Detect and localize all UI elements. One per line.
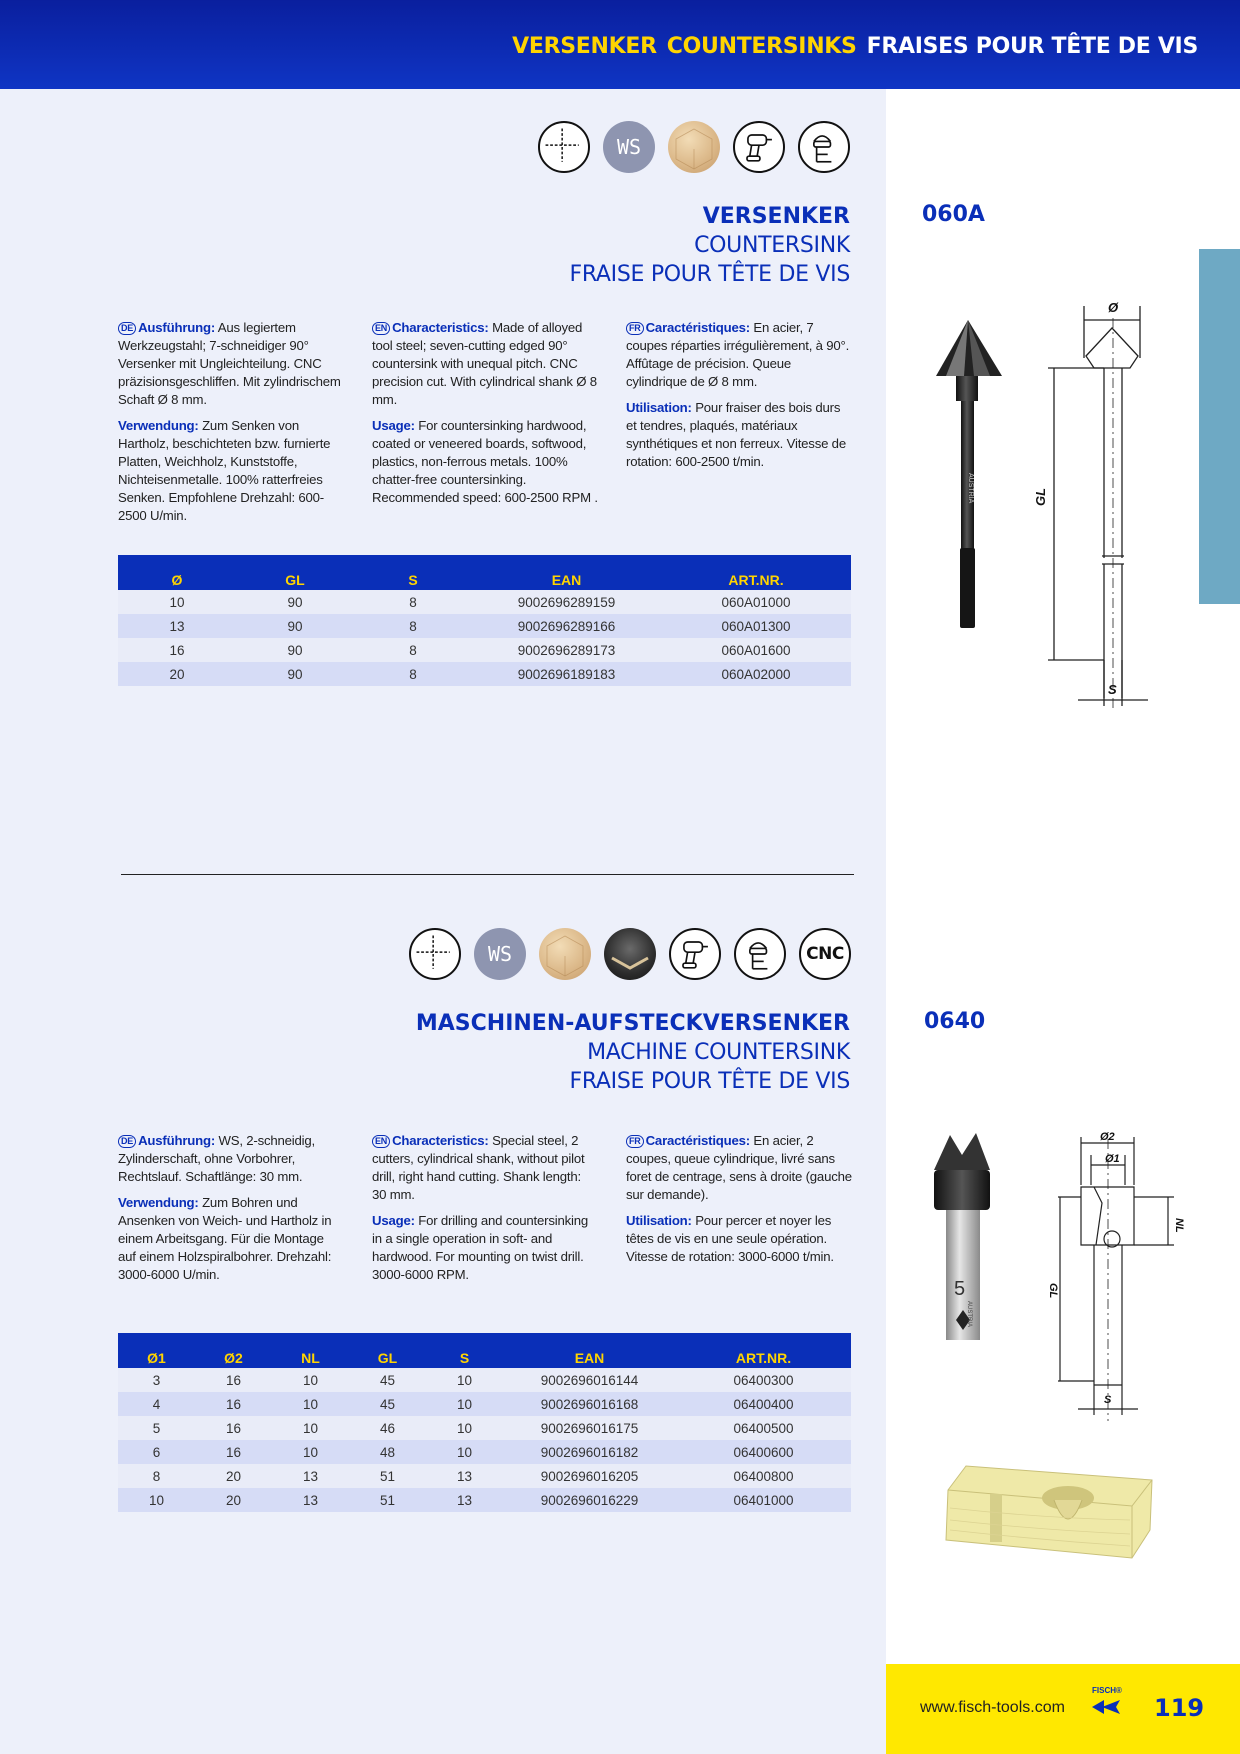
product1-title-fr: FRAISE POUR TÊTE DE VIS: [569, 262, 850, 287]
table-row: [118, 614, 851, 638]
lang-badge-de: DE: [118, 1135, 136, 1148]
table-cell: 06400300: [676, 1368, 851, 1392]
page-header: [0, 0, 1240, 89]
drawing-label-s: S: [1108, 682, 1117, 697]
table-cell: 13: [118, 614, 236, 638]
header-title-de: VERSENKER: [512, 34, 657, 59]
drawing-label-nl: NL: [1173, 1218, 1185, 1233]
product1-tool-drawing: [928, 298, 1168, 718]
table-cell: 20: [195, 1488, 272, 1512]
table-cell: 10: [272, 1368, 349, 1392]
drawing-label-s: S: [1104, 1394, 1112, 1406]
drawing-label-gl: GL: [1047, 1283, 1059, 1299]
product1-text-en: [372, 319, 598, 515]
table-cell: 10: [118, 1488, 195, 1512]
characteristics-label: Caractéristiques:: [645, 320, 750, 335]
product1-title-en: COUNTERSINK: [694, 233, 850, 258]
table-cell: 9002696016175: [503, 1416, 676, 1440]
product2-technical-drawing: [1058, 1137, 1174, 1421]
usage-label: Verwendung:: [118, 418, 199, 433]
table-cell: 06400400: [676, 1392, 851, 1416]
table-cell: 51: [349, 1464, 426, 1488]
col-header: S: [426, 1333, 503, 1368]
table-cell: 060A01600: [661, 638, 851, 662]
footer-url-link[interactable]: www.fisch-tools.com: [920, 1699, 1065, 1716]
drawing-label-gl: GL: [1033, 487, 1048, 506]
characteristics-text: Special steel, 2 cutters, cylindrical shank, without pilot drill, right hand cutting. Shank length: 30 mm.: [372, 1133, 585, 1202]
table-cell: 90: [236, 590, 354, 614]
lang-badge-de: DE: [118, 322, 136, 335]
col-header: EAN: [472, 555, 661, 590]
usage-text: Pour percer et noyer les têtes de vis en une seule opération. Vitesse de rotation: 3000-6000 t/min.: [626, 1213, 834, 1264]
table-cell: 16: [195, 1440, 272, 1464]
usage-label: Utilisation:: [626, 1213, 692, 1228]
header-titles: [512, 34, 1198, 59]
fisch-logo-icon: [1090, 1698, 1126, 1716]
table-row: [118, 638, 851, 662]
table-cell: 9002696016168: [503, 1392, 676, 1416]
section-divider: [121, 874, 854, 875]
table-cell: 10: [272, 1392, 349, 1416]
table-cell: 48: [349, 1440, 426, 1464]
header-title-en: COUNTERSINKS: [666, 34, 857, 59]
table-cell: 9002696016144: [503, 1368, 676, 1392]
col-header: S: [354, 555, 472, 590]
table-row: [118, 1392, 851, 1416]
col-header: NL: [272, 1333, 349, 1368]
table-row: [118, 590, 851, 614]
table-row: [118, 1488, 851, 1512]
table-cell: 46: [349, 1416, 426, 1440]
table-cell: 10: [272, 1416, 349, 1440]
table-cell: 9002696016182: [503, 1440, 676, 1464]
ws-steel-icon: WS: [603, 121, 655, 173]
characteristics-text: WS, 2-schneidig, Zylinderschaft, ohne Vorbohrer, Rechtslauf. Schaftlänge: 30 mm.: [118, 1133, 315, 1184]
table-cell: 10: [272, 1440, 349, 1464]
characteristics-label: Ausführung:: [138, 320, 216, 335]
operator-icon: [734, 928, 786, 980]
table-cell: 13: [272, 1488, 349, 1512]
product2-text-en: [372, 1132, 598, 1292]
side-tab[interactable]: [1199, 249, 1240, 604]
tool-stamp: AUSTRIA: [967, 473, 974, 504]
center-mark-icon: [538, 121, 590, 173]
table-cell: 45: [349, 1392, 426, 1416]
usage-text: Zum Bohren und Ansenken von Weich- und Hartholz in einem Arbeitsgang. Für die Montage auf einem Holzspiralbohrer. Drehzahl: 3000-6000 U/min.: [118, 1195, 332, 1282]
usage-label: Utilisation:: [626, 400, 692, 415]
lang-badge-fr: FR: [626, 1135, 644, 1148]
product2-tool-photo: [934, 1133, 990, 1340]
table-cell: 8: [354, 590, 472, 614]
product2-spec-table: [118, 1333, 851, 1512]
table-cell: 06400600: [676, 1440, 851, 1464]
usage-label: Usage:: [372, 1213, 415, 1228]
table-cell: 8: [354, 638, 472, 662]
table-cell: 060A01300: [661, 614, 851, 638]
table-cell: 13: [426, 1488, 503, 1512]
table-cell: 16: [195, 1392, 272, 1416]
table-cell: 90: [236, 662, 354, 686]
center-mark-icon: [409, 928, 461, 980]
product1-feature-icons: [538, 121, 850, 173]
drawing-label-diameter: Ø: [1108, 300, 1119, 315]
col-header: GL: [349, 1333, 426, 1368]
cnc-icon: CNC: [799, 928, 851, 980]
table-row: [118, 662, 851, 686]
characteristics-label: Characteristics:: [392, 320, 489, 335]
drill-icon: [669, 928, 721, 980]
operator-icon: [798, 121, 850, 173]
product2-text-fr: [626, 1132, 852, 1274]
product2-title-fr: FRAISE POUR TÊTE DE VIS: [569, 1069, 850, 1094]
table-cell: 10: [426, 1440, 503, 1464]
table-cell: 9002696289173: [472, 638, 661, 662]
table-cell: 45: [349, 1368, 426, 1392]
laminate-icon: [604, 928, 656, 980]
usage-text: Zum Senken von Hartholz, beschichteten bzw. furnierte Platten, Weichholz, Kunststoffe, Nichteisenmetalle. 100% ratterfreies Senken. Empfohlene Drehzahl: 600-2500 U/min.: [118, 418, 331, 523]
table-cell: 9002696016205: [503, 1464, 676, 1488]
table-cell: 20: [195, 1464, 272, 1488]
table-cell: 8: [354, 662, 472, 686]
table-cell: 9002696016229: [503, 1488, 676, 1512]
table-cell: 20: [118, 662, 236, 686]
table-cell: 9002696289159: [472, 590, 661, 614]
table-cell: 8: [354, 614, 472, 638]
wood-icon: [668, 121, 720, 173]
wood-block-illustration: [940, 1458, 1155, 1568]
usage-text: For countersinking hardwood, coated or veneered boards, softwood, plastics, non-ferrous metals. 100% chatter-free countersinking. Recommended speed: 600-2500 RPM .: [372, 418, 598, 505]
table-cell: 10: [426, 1368, 503, 1392]
usage-label: Verwendung:: [118, 1195, 199, 1210]
table-cell: 10: [426, 1392, 503, 1416]
table-cell: 060A02000: [661, 662, 851, 686]
col-header: GL: [236, 555, 354, 590]
drill-icon: [733, 121, 785, 173]
table-cell: 90: [236, 638, 354, 662]
product2-tool-drawing: [928, 1125, 1185, 1425]
lang-badge-fr: FR: [626, 322, 644, 335]
table-cell: 8: [118, 1464, 195, 1488]
wood-icon: [539, 928, 591, 980]
product1-spec-table: [118, 555, 851, 686]
table-cell: 060A01000: [661, 590, 851, 614]
drawing-label-d1: Ø1: [1105, 1153, 1120, 1165]
characteristics-text: En acier, 2 coupes, queue cylindrique, livré sans foret de centrage, sens à droite (gauche sur demande).: [626, 1133, 852, 1202]
table-cell: 13: [426, 1464, 503, 1488]
table-header-row: [118, 1333, 851, 1368]
page-number: 119: [1154, 1694, 1205, 1722]
table-row: [118, 1464, 851, 1488]
lang-badge-en: EN: [372, 1135, 390, 1148]
page-footer: [886, 1664, 1240, 1754]
product2-text-de: [118, 1132, 344, 1292]
table-row: [118, 1440, 851, 1464]
col-header: Ø1: [118, 1333, 195, 1368]
product1-title-block: [569, 202, 850, 289]
characteristics-text: Made of alloyed tool steel; seven-cutting edged 90° countersink with unequal pitch. CNC precision cut. With cylindrical shank Ø 8 mm.: [372, 320, 597, 407]
usage-text: For drilling and countersinking in a single operation in soft- and hardwood. For mounting on twist drill. 3000-6000 RPM.: [372, 1213, 588, 1282]
product1-text-de: [118, 319, 344, 533]
table-cell: 3: [118, 1368, 195, 1392]
characteristics-label: Ausführung:: [138, 1133, 216, 1148]
table-cell: 4: [118, 1392, 195, 1416]
product1-tool-photo: [936, 320, 1002, 628]
product2-title-block: [416, 1009, 850, 1096]
drawing-label-d2: Ø2: [1100, 1131, 1115, 1143]
tool-stamp: AUSTRIA: [966, 1301, 972, 1328]
usage-text: Pour fraiser des bois durs et tendres, plaqués, matériaux synthétiques et non ferreux. Vitesse de rotation: 600-2500 t/min.: [626, 400, 846, 469]
product1-text-fr: [626, 319, 852, 479]
col-header: EAN: [503, 1333, 676, 1368]
product1-technical-drawing: [1048, 306, 1148, 710]
table-cell: 16: [195, 1368, 272, 1392]
table-cell: 10: [118, 590, 236, 614]
characteristics-text: Aus legiertem Werkzeugstahl; 7-schneidiger 90° Versenker mit Ungleichteilung. CNC präzisionsgeschliffen. Mit zylindrischem Schaft Ø 8 mm.: [118, 320, 341, 407]
footer-logo-text: FISCH®: [1092, 1686, 1122, 1695]
table-cell: 9002696289166: [472, 614, 661, 638]
product2-code: 0640: [924, 1009, 986, 1034]
usage-label: Usage:: [372, 418, 415, 433]
table-cell: 5: [118, 1416, 195, 1440]
table-cell: 13: [272, 1464, 349, 1488]
characteristics-label: Caractéristiques:: [645, 1133, 750, 1148]
col-header: ART.NR.: [661, 555, 851, 590]
col-header: ART.NR.: [676, 1333, 851, 1368]
characteristics-text: En acier, 7 coupes réparties irrégulièrement, à 90°. Affûtage de précision. Queue cylindrique de Ø 8 mm.: [626, 320, 850, 389]
table-cell: 9002696189183: [472, 662, 661, 686]
product2-title-de: MASCHINEN-AUFSTECKVERSENKER: [415, 1011, 850, 1036]
product1-title-de: VERSENKER: [702, 204, 850, 229]
table-cell: 90: [236, 614, 354, 638]
ws-steel-icon: WS: [474, 928, 526, 980]
table-cell: 06400800: [676, 1464, 851, 1488]
table-cell: 6: [118, 1440, 195, 1464]
product2-title-en: MACHINE COUNTERSINK: [587, 1040, 850, 1065]
table-cell: 16: [118, 638, 236, 662]
table-cell: 06400500: [676, 1416, 851, 1440]
table-row: [118, 1368, 851, 1392]
table-cell: 51: [349, 1488, 426, 1512]
lang-badge-en: EN: [372, 322, 390, 335]
product2-feature-icons: [409, 928, 851, 980]
table-cell: 10: [426, 1416, 503, 1440]
table-header-row: [118, 555, 851, 590]
product1-code: 060A: [922, 202, 985, 227]
table-row: [118, 1416, 851, 1440]
col-header: Ø: [118, 555, 236, 590]
table-cell: 16: [195, 1416, 272, 1440]
col-header: Ø2: [195, 1333, 272, 1368]
table-cell: 06401000: [676, 1488, 851, 1512]
header-title-fr: FRAISES POUR TÊTE DE VIS: [866, 34, 1198, 59]
characteristics-label: Characteristics:: [392, 1133, 489, 1148]
tool-stamp-number: 5: [954, 1278, 966, 1300]
